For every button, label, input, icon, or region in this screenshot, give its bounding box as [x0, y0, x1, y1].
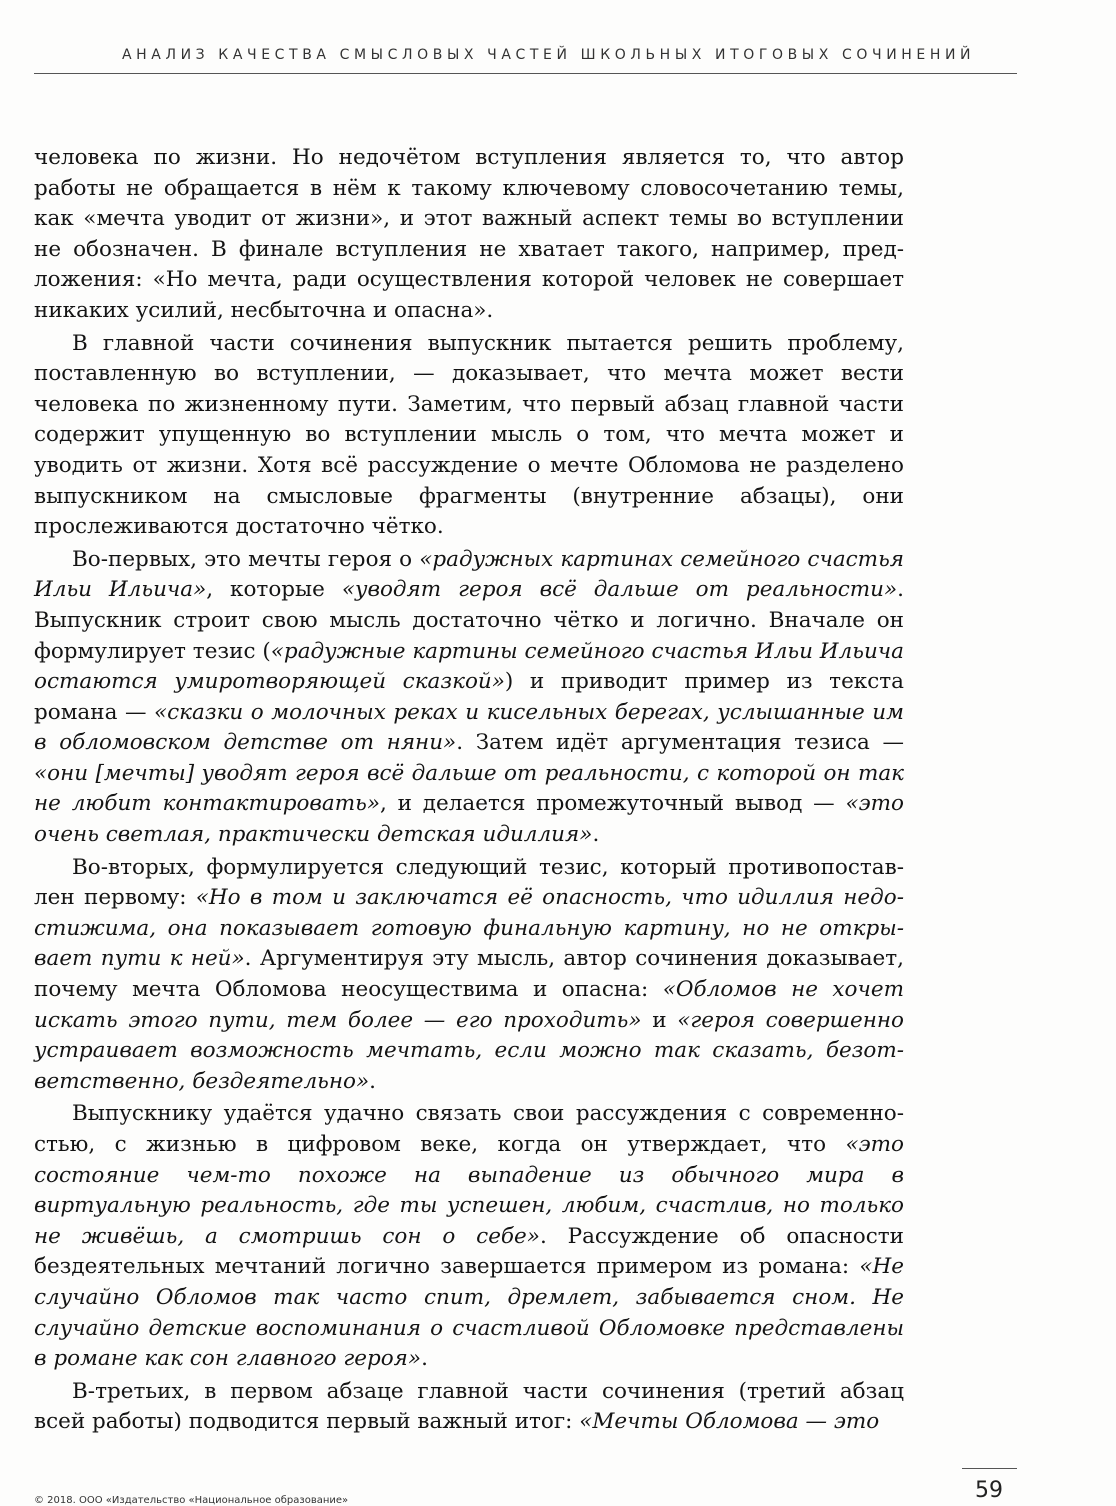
quoted-excerpt: «Мечты Обломова — это: [579, 1409, 880, 1435]
text-run: Во-вторых, формулируется следующий тезис, который противопоставлен первому:: [34, 854, 904, 911]
text-run: В-третьих, в первом абзаце главной части сочинения (третий абзац всей работы) подводится первый важный итог:: [34, 1378, 904, 1435]
quoted-excerpt: «Не случайно Обломов так часто спит, дремлет, забывается сном. Не случайно детские воспоминания о счастливой Обломовке представлены в романе как сон главного героя»: [34, 1254, 904, 1372]
copyright-notice: © 2018. ООО «Издательство «Национальное образование»: [34, 1495, 349, 1506]
text-run: . Рассуждение об опасности бездеятельных мечтаний логично завершается примером из романа:: [34, 1223, 905, 1280]
running-header: АНАЛИЗ КАЧЕСТВА СМЫСЛОВЫХ ЧАСТЕЙ ШКОЛЬНЫХ ИТОГОВЫХ СОЧИНЕНИЙ: [122, 47, 976, 63]
quoted-excerpt: «Обломов не хочет искать этого пути, тем более — его проходить»: [34, 977, 904, 1033]
quoted-excerpt: «уводят героя всё дальше от реальности»: [341, 577, 898, 603]
quoted-excerpt: «это очень светлая, практически детская идиллия»: [34, 791, 904, 848]
text-run: .: [421, 1346, 428, 1372]
text-run: и: [641, 1007, 678, 1033]
text-run: В главной части сочинения выпускник пытается решить проблему, поставленную во вступлении, — доказывает, что мечта может вести человека по жизненному пути. Заметим, что первый абзац главной части содержит упущенную во вступлении мысль о том, что мечта может и уводить от жизни. Хотя всё рассуждение о мечте Обломова не разделено выпускником на смысловые фрагменты (внутренние абзацы), они прослеживаются достаточно чётко.: [34, 330, 904, 540]
body-paragraph: [34, 1099, 904, 1374]
text-run: Выпускнику удаётся удачно связать свои рассуждения с современностью, с жизнью в цифровом веке, когда он утверждает, что: [34, 1101, 904, 1157]
quoted-excerpt: «героя совершенно устраивает возможность мечтать, если можно так сказать, безответственно, бездеятельно»: [34, 1007, 904, 1094]
text-run: , и делается промежуточный вывод —: [380, 791, 846, 817]
header-rule: [34, 73, 1017, 74]
quoted-excerpt: «радужные картины семейного счастья Ильи Ильича остаются умиротворяющей сказкой»: [34, 638, 904, 695]
body-paragraph: [34, 853, 904, 1098]
text-run: человека по жизни. Но недочётом вступления является то, что автор работы не обращается в нём к такому ключевому словосочетанию темы, как «мечта уводит от жизни», и этот важный аспект темы во вступлении не обозначен. В финале вступления не хватает такого, например, предложения: «Но мечта, ради осуществления которой человек не совершает никаких усилий, несбыточна и опасна».: [34, 145, 904, 323]
footer-rule: [962, 1468, 1017, 1469]
quoted-excerpt: «сказки о молочных реках и кисельных берегах, услышанные им в обломовском детстве от няни»: [34, 699, 904, 756]
body-paragraph: [34, 1377, 904, 1438]
page-number: 59: [975, 1478, 1003, 1503]
body-paragraph: [34, 143, 904, 327]
text-run: . Аргументируя эту мысль, автор сочинения доказывает, почему мечта Обломова неосуществима и опасна:: [34, 946, 904, 1003]
text-run: . Затем идёт аргументация тезиса —: [456, 730, 904, 756]
text-run: .: [369, 1068, 376, 1094]
main-text: [34, 143, 904, 1438]
body-paragraph: [34, 545, 904, 851]
text-run: .: [592, 822, 600, 848]
quoted-excerpt: «радужных картинах семейного счастья Ильи Ильича»: [34, 546, 905, 603]
quoted-excerpt: «Но в том и заключатся её опасность, что идиллия недостижима, она показывает готовую финальную картину, но не открывает пути к ней»: [34, 885, 904, 972]
text-run: Во-первых, это мечты героя о: [72, 546, 420, 572]
text-run: , которые: [206, 577, 342, 603]
body-paragraph: [34, 329, 904, 543]
quoted-excerpt: «это состояние чем-то похоже на выпадение из обычного мира в виртуальную реальность, где ты успешен, любим, счастлив, но только не живёшь, а смотришь сон о себе»: [34, 1132, 904, 1249]
text-run: ) и приводит пример из текста романа —: [34, 669, 904, 725]
text-run: . Выпускник строит свою мысль достаточно чётко и логично. Вначале он формулирует тезис (: [34, 577, 905, 664]
quoted-excerpt: «они [мечты] уводят героя всё дальше от реальности, с которой он так не любит контактировать»: [34, 760, 904, 817]
